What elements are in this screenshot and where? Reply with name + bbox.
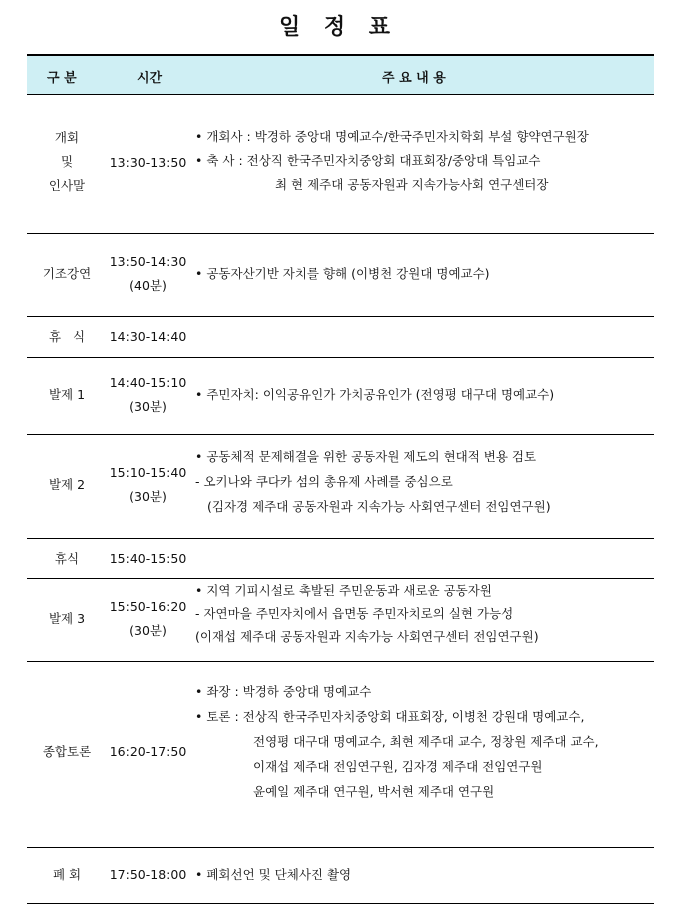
table-row <box>27 848 654 904</box>
content-line: • 토론 : 전상직 한국주민자치중앙회 대표회장, 이병천 강원대 명예교수, <box>195 709 585 724</box>
table-row <box>27 317 654 358</box>
content-line: - 자연마을 주민자치에서 읍면동 주민자치로의 실현 가능성 <box>195 606 514 621</box>
table-row <box>27 234 654 317</box>
content-line: • 축 사 : 전상직 한국주민자치중앙회 대표회장/중앙대 특임교수 <box>195 153 541 168</box>
time-text: 14:40-15:10 <box>109 375 187 390</box>
division-text: 휴식 <box>54 551 80 566</box>
table-row <box>27 435 654 539</box>
table-row <box>27 662 654 848</box>
time-text: 13:50-14:30 <box>109 254 187 269</box>
content-line: • 공동자산기반 자치를 향해 (이병천 강원대 명예교수) <box>195 266 490 281</box>
content-line: • 주민자치: 이익공유인가 가치공유인가 (전영평 대구대 명예교수) <box>195 387 555 402</box>
content-line: (김자경 제주대 공동자원과 지속가능 사회연구센터 전임연구원) <box>207 499 551 514</box>
division-text: 종합토론 <box>42 744 92 759</box>
content-line: • 폐회선언 및 단체사진 촬영 <box>195 867 352 882</box>
content-line: 전영평 대구대 명예교수, 최현 제주대 교수, 정창원 제주대 교수, <box>253 734 599 749</box>
division-text: 인사말 <box>48 178 86 193</box>
schedule-table <box>27 54 654 904</box>
content-line: • 지역 기피시설로 촉발된 주민운동과 새로운 공동자원 <box>195 583 492 598</box>
content-line: 최 현 제주대 공동자원과 지속가능사회 연구센터장 <box>275 177 549 192</box>
content-line: 이재섭 제주대 전임연구원, 김자경 제주대 전임연구원 <box>253 759 543 774</box>
content-line: • 좌장 : 박경하 중앙대 명예교수 <box>195 684 372 699</box>
time-duration: (30분) <box>129 399 167 414</box>
division-text: 휴 식 <box>48 329 86 344</box>
division-text: 발제 3 <box>48 611 86 626</box>
time-text: 17:50-18:00 <box>109 867 187 882</box>
division-text: 폐 회 <box>52 867 82 882</box>
division-text: 기조강연 <box>42 266 92 281</box>
division-text: 개회 <box>54 130 80 145</box>
time-duration: (30분) <box>129 623 167 638</box>
content-line: • 개회사 : 박경하 중앙대 명예교수/한국주민자치학회 부설 향약연구원장 <box>195 129 589 144</box>
division-text: 및 <box>60 154 74 169</box>
table-row <box>27 95 654 234</box>
time-text: 13:30-13:50 <box>109 155 187 170</box>
time-text: 15:50-16:20 <box>109 599 187 614</box>
division-text: 발제 2 <box>48 477 86 492</box>
content-line: • 공동체적 문제해결을 위한 공동자원 제도의 현대적 변용 검토 <box>195 449 537 464</box>
time-text: 14:30-14:40 <box>109 329 187 344</box>
content-line: (이재섭 제주대 공동자원과 지속가능 사회연구센터 전임연구원) <box>195 629 539 644</box>
header-content: 주 요 내 용 <box>382 71 446 86</box>
table-row <box>27 358 654 435</box>
time-duration: (40분) <box>129 278 167 293</box>
header-division: 구 분 <box>47 71 77 86</box>
table-row <box>27 579 654 662</box>
page-title: 일 정 표 <box>278 15 399 40</box>
division-text: 발제 1 <box>48 387 86 402</box>
time-text: 16:20-17:50 <box>109 744 187 759</box>
time-duration: (30분) <box>129 489 167 504</box>
content-line: - 오키나와 쿠다카 섬의 총유제 사례를 중심으로 <box>195 474 453 489</box>
content-line: 윤예일 제주대 연구원, 박서현 제주대 연구원 <box>253 784 495 799</box>
table-header <box>27 54 654 95</box>
time-text: 15:40-15:50 <box>109 551 187 566</box>
header-time: 시간 <box>137 71 163 86</box>
table-row <box>27 539 654 579</box>
time-text: 15:10-15:40 <box>109 465 187 480</box>
